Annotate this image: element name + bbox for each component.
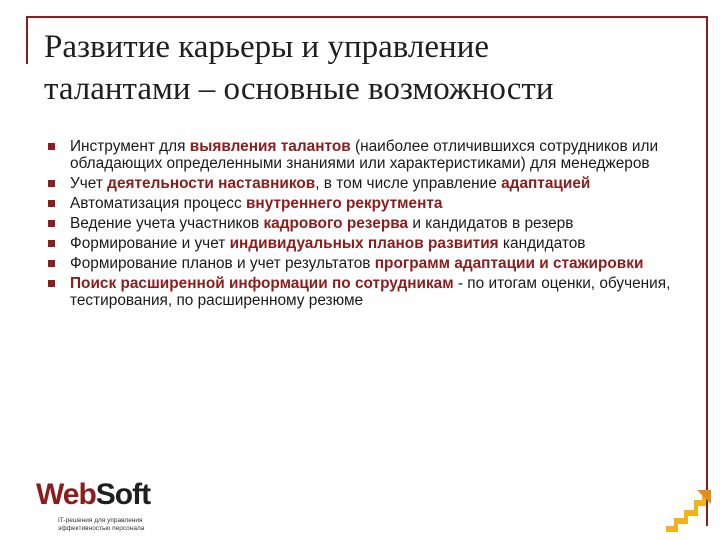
bullet-highlight-text: кадрового резерва [263,215,409,232]
bullet-marker-icon [48,280,55,287]
bullet-item [48,138,688,172]
bullet-item [48,255,688,272]
bullet-marker-icon [48,260,55,267]
bullet-item [48,215,688,232]
bullet-highlight-text: выявления талантов [189,138,351,155]
bullet-item [48,195,688,212]
logo-wordmark-web: Web [36,478,96,511]
logo-tagline [58,517,188,533]
slide-frame-left-rule [26,16,28,64]
bullet-text: Формирование и учет [70,235,230,252]
bullet-text: Формирование планов и учет результатов [70,255,375,272]
bullet-highlight-text: адаптацией [501,175,591,192]
logo-wordmark-soft: Soft [95,478,151,511]
logo-tagline-line-1: IT-решения для управления [58,517,143,524]
bullet-highlight-text: внутреннего рекрутмента [245,195,443,212]
bullet-text: Ведение учета участников [70,215,264,232]
bullet-text: Инструмент для [70,138,190,155]
slide-title-line-1: Развитие карьеры и управление [44,29,490,65]
staircase-arrow-icon [664,488,712,534]
logo-tagline-line-2: эффективностью персонала [58,525,145,532]
bullet-item [48,275,688,309]
bullet-highlight-text: индивидуальных планов развития [229,235,499,252]
websoft-logo [36,480,176,536]
slide-title [44,26,684,110]
bullet-text: Учет [70,175,108,192]
bullet-marker-icon [48,180,55,187]
bullet-marker-icon [48,200,55,207]
bullet-list [48,138,688,312]
slide-frame-top-rule [26,16,708,18]
bullet-item [48,235,688,252]
bullet-text: Автоматизация процесс [70,195,246,212]
slide-frame-right-rule [706,16,708,526]
bullet-text: - по итогам оценки, обучения, тестирования, по расширенному резюме [70,275,671,309]
bullet-marker-icon [48,220,55,227]
slide-title-line-2: талантами – основные возможности [44,71,554,107]
logo-wordmark [36,480,150,510]
bullet-marker-icon [48,143,55,150]
bullet-text: (наиболее отличившихся сотрудников или обладающих определенными знаниями или характеристиками) для менеджеров [70,138,659,172]
bullet-marker-icon [48,240,55,247]
bullet-highlight-text: деятельности наставников [107,175,316,192]
bullet-highlight-text: программ адаптации и стажировки [374,255,644,272]
bullet-text: , в том числе управление [315,175,502,192]
bullet-highlight-text: Поиск расширенной информации по сотрудникам [70,275,454,292]
bullet-item [48,175,688,192]
bullet-text: кандидатов [498,235,586,252]
bullet-text: и кандидатов в резерв [408,215,574,232]
